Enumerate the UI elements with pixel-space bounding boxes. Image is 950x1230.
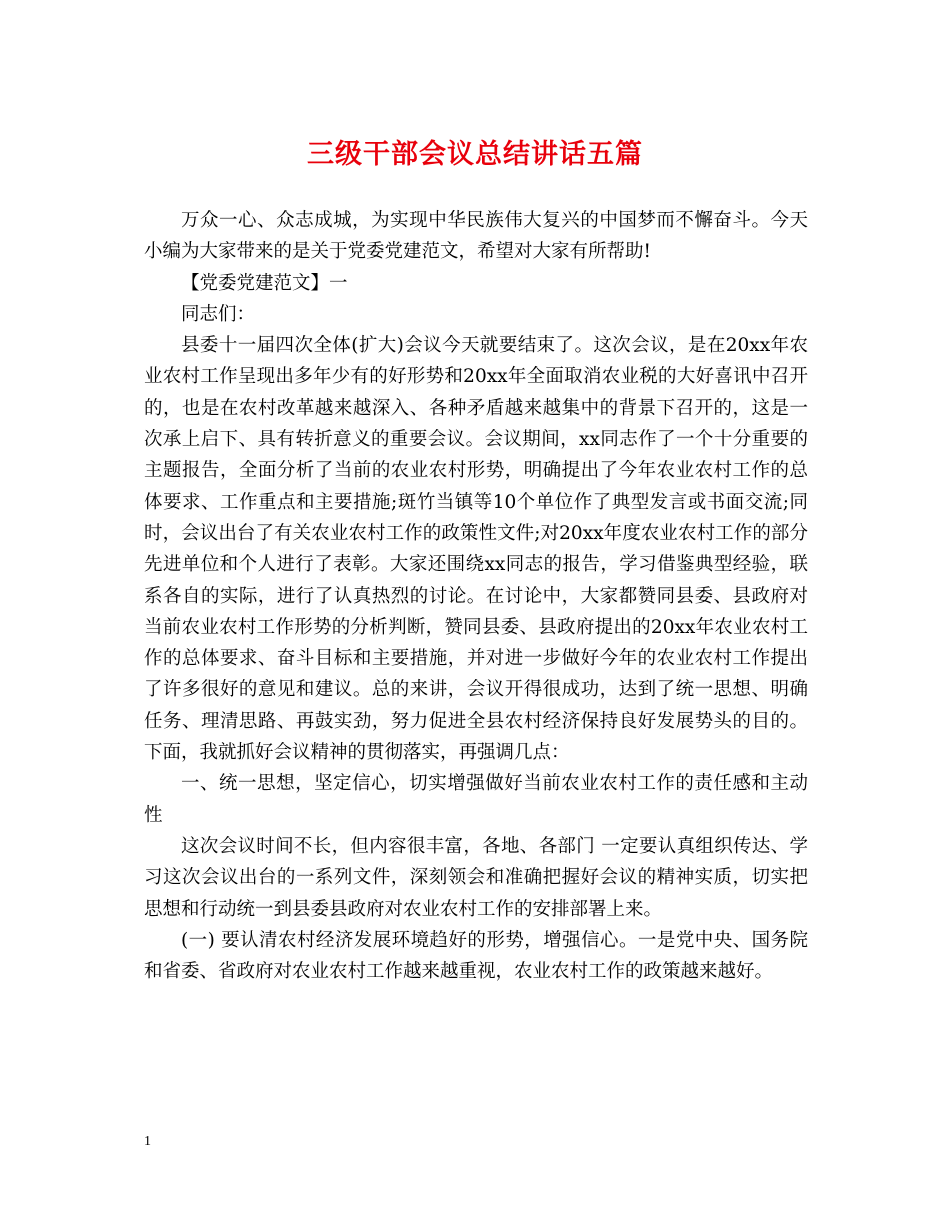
intro-paragraph: 万众一心、众志成城，为实现中华民族伟大复兴的中国梦而不懈奋斗。今天小编为大家带来的是关于党委党建范文，希望对大家有所帮助! xyxy=(144,210,808,263)
body-paragraph: 这次会议时间不长，但内容很丰富，各地、各部门 一定要认真组织传达、学习这次会议出台的一系列文件，深刻领会和准确把握好会议的精神实质，切实把思想和行动统一到县委县政府对农业农村工作的安排部署上来。 xyxy=(144,835,808,920)
subheading: 一、统一思想，坚定信心，切实增强做好当前农业农村工作的责任感和主动性 xyxy=(144,773,808,826)
body-paragraph: 县委十一届四次全体(扩大)会议今天就要结束了。这次会议，是在20xx年农业农村工作呈现出多年少有的好形势和20xx年全面取消农业税的大好喜讯中召开的，也是在农村改革越来越深入、各种矛盾越来越集中的背景下召开的，这是一次承上启下、具有转折意义的重要会议。会议期间，xx同志作了一个十分重要的主题报告，全面分析了当前的农业农村形势，明确提出了今年农业农村工作的总体要求、工作重点和主要措施;斑竹当镇等10个单位作了典型发言或书面交流;同时，会议出台了有关农业农村工作的政策性文件;对20xx年度农业农村工作的部分先进单位和个人进行了表彰。大家还围绕xx同志的报告，学习借鉴典型经验，联系各自的实际，进行了认真热烈的讨论。在讨论中，大家都赞同县委、县政府对当前农业农村工作形势的分析判断，赞同县委、县政府提出的20xx年农业农村工作的总体要求、奋斗目标和主要措施，并对进一步做好今年的农业农村工作提出了许多很好的意见和建议。总的来讲，会议开得很成功，达到了统一思想、明确任务、理清思路、再鼓实劲，努力促进全县农村经济保持良好发展势头的目的。下面，我就抓好会议精神的贯彻落实，再强调几点： xyxy=(144,335,808,764)
page-number: 1 xyxy=(144,1134,151,1149)
salutation: 同志们： xyxy=(181,303,256,325)
document-body xyxy=(144,205,808,987)
document-title: 三级干部会议总结讲话五篇 xyxy=(307,139,643,170)
body-paragraph: (一) 要认清农村经济发展环境趋好的形势，增强信心。一是党中央、国务院和省委、省政府对农业农村工作越来越重视，农业农村工作的政策越来越好。 xyxy=(144,929,808,983)
section-heading: 【党委党建范文】一 xyxy=(181,272,348,294)
